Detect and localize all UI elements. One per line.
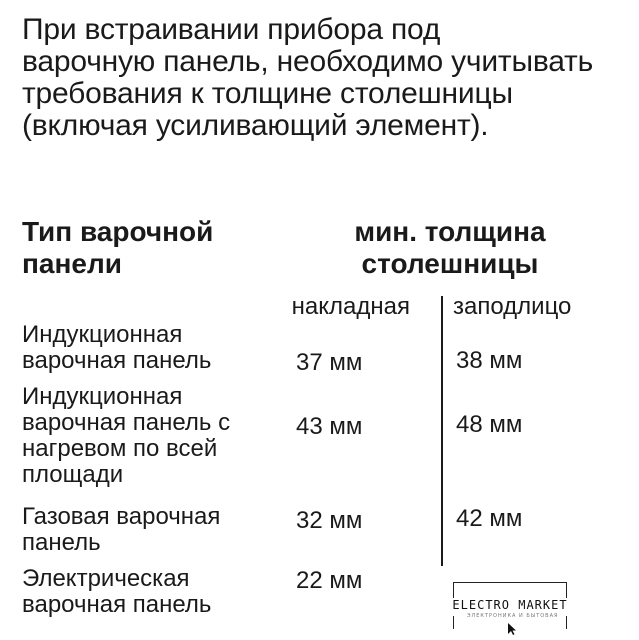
row-name-line: Электрическая — [22, 565, 190, 592]
value-overlay: 32 мм — [296, 507, 363, 534]
column-header-type — [22, 216, 302, 280]
row-name-line: панель — [22, 529, 101, 556]
value-flush: 42 мм — [456, 505, 523, 532]
intro-line: требования к толщине столешницы — [22, 77, 513, 110]
row-name-line: нагревом по всей — [22, 435, 218, 462]
arrow-cursor-icon — [507, 622, 517, 636]
header-min-line: столешницы — [361, 248, 539, 279]
header-type-line: панели — [22, 248, 122, 279]
intro-line: При встраивании прибора под — [22, 13, 441, 46]
logo-subtext: ЭЛЕКТРОНИКА И БЫТОВАЯ — [467, 613, 559, 619]
row-name — [22, 384, 282, 488]
logo-text: ELECTRO MARKET — [452, 598, 568, 612]
row-name — [22, 504, 282, 556]
subheader-overlay: накладная — [291, 293, 410, 320]
value-overlay: 43 мм — [296, 413, 363, 440]
row-name-line: Индукционная — [22, 321, 183, 348]
row-name — [22, 322, 282, 374]
value-overlay: 22 мм — [296, 567, 363, 594]
subheader-flush: заподлицо — [453, 293, 572, 320]
table-row — [0, 321, 639, 376]
row-name-line: площади — [22, 461, 124, 488]
intro-paragraph — [22, 14, 622, 142]
table-row — [0, 383, 639, 488]
value-overlay: 37 мм — [296, 349, 363, 376]
value-flush: 48 мм — [456, 411, 523, 438]
row-name — [22, 566, 282, 618]
header-type-line: Тип варочной — [22, 216, 214, 247]
row-name-line: варочная панель — [22, 591, 212, 618]
row-name-line: Газовая варочная — [22, 503, 221, 530]
header-min-line: мин. толщина — [354, 216, 546, 247]
intro-line: варочную панель, необходимо учитывать — [22, 45, 594, 78]
row-name-line: варочная панель — [22, 347, 212, 374]
electro-market-logo — [441, 582, 571, 640]
row-name-line: Индукционная — [22, 383, 183, 410]
row-name-line: варочная панель с — [22, 409, 231, 436]
column-divider — [441, 296, 443, 566]
intro-line: (включая усиливающий элемент). — [22, 109, 489, 142]
column-header-min-thickness — [300, 216, 600, 280]
table-row — [0, 503, 639, 556]
value-flush: 38 мм — [456, 347, 523, 374]
